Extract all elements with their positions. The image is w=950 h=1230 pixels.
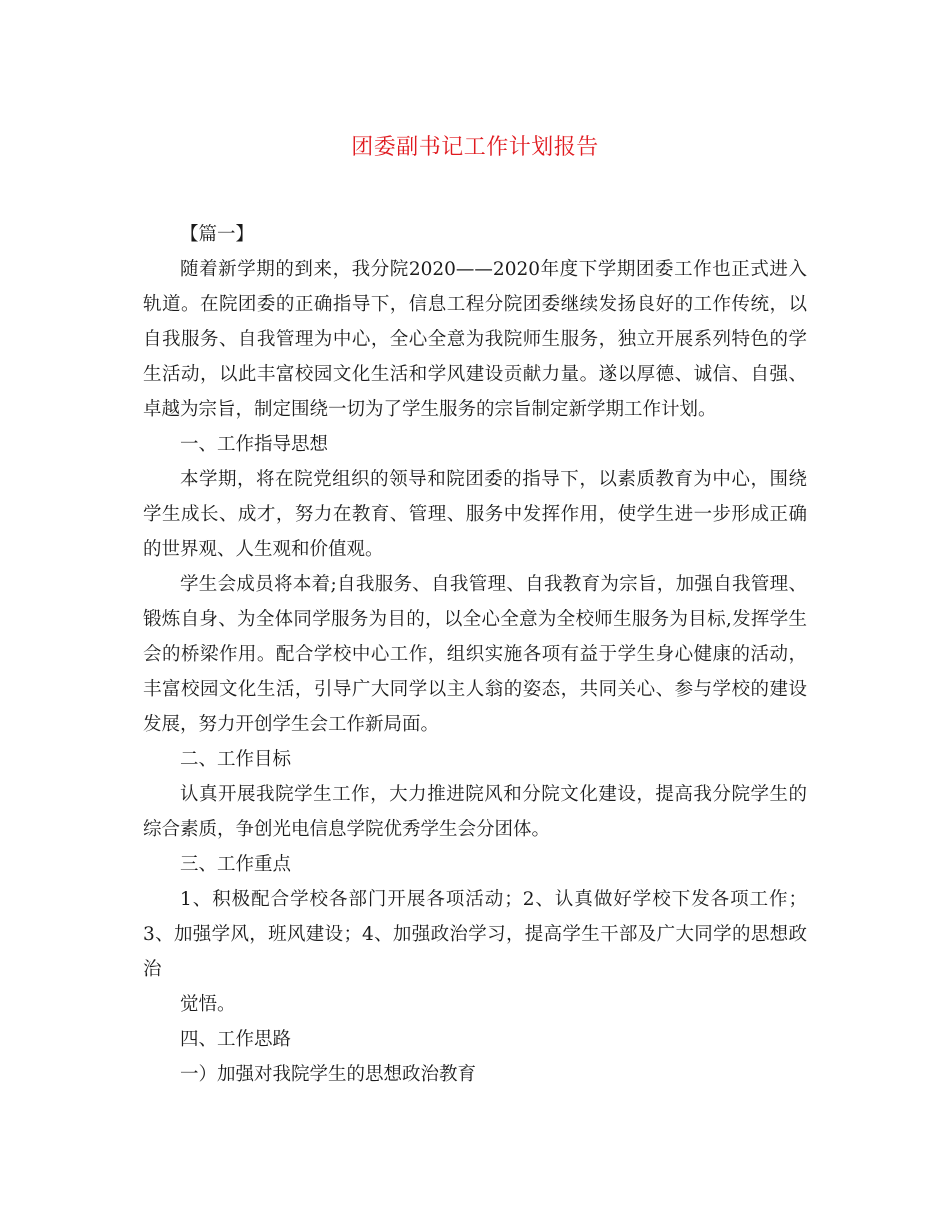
body-paragraph: 随着新学期的到来，我分院2020——2020年度下学期团委工作也正式进入轨道。在院团委的正确指导下，信息工程分院团委继续发扬良好的工作传统，以自我服务、自我管理为中心，全心全意为我院师生服务，独立开展系列特色的学生活动，以此丰富校园文化生活和学风建设贡献力量。遂以厚德、诚信、自强、卓越为宗旨，制定围绕一切为了学生服务的宗旨制定新学期工作计划。 <box>143 259 807 420</box>
section-heading: 一、工作指导思想 <box>180 434 329 455</box>
body-paragraph: 1、积极配合学校各部门开展各项活动；2、认真做好学校下发各项工作；3、加强学风，班风建设；4、加强政治学习，提高学生干部及广大同学的思想政治 <box>143 889 807 980</box>
section-heading: 二、工作目标 <box>180 749 292 770</box>
document-body <box>143 217 807 1092</box>
body-paragraph-continuation: 觉悟。 <box>180 994 236 1015</box>
body-paragraph: 本学期，将在院党组织的领导和院团委的指导下，以素质教育为中心，围绕学生成长、成才，努力在教育、管理、服务中发挥作用，使学生进一步形成正确的世界观、人生观和价值观。 <box>143 469 807 560</box>
section-heading: 三、工作重点 <box>180 854 292 875</box>
section-heading: 四、工作思路 <box>180 1029 292 1050</box>
document-title: 团委副书记工作计划报告 <box>351 135 599 160</box>
body-paragraph: 学生会成员将本着;自我服务、自我管理、自我教育为宗旨，加强自我管理、锻炼自身、为全体同学服务为目的，以全心全意为全校师生服务为目标,发挥学生会的桥梁作用。配合学校中心工作，组织实施各项有益于学生身心健康的活动，丰富校园文化生活，引导广大同学以主人翁的姿态，共同关心、参与学校的建设发展，努力开创学生会工作新局面。 <box>143 574 807 735</box>
section-label: 【篇一】 <box>180 224 255 245</box>
subsection-heading: 一）加强对我院学生的思想政治教育 <box>180 1064 477 1085</box>
body-paragraph: 认真开展我院学生工作，大力推进院风和分院文化建设，提高我分院学生的综合素质，争创光电信息学院优秀学生会分团体。 <box>143 784 807 840</box>
